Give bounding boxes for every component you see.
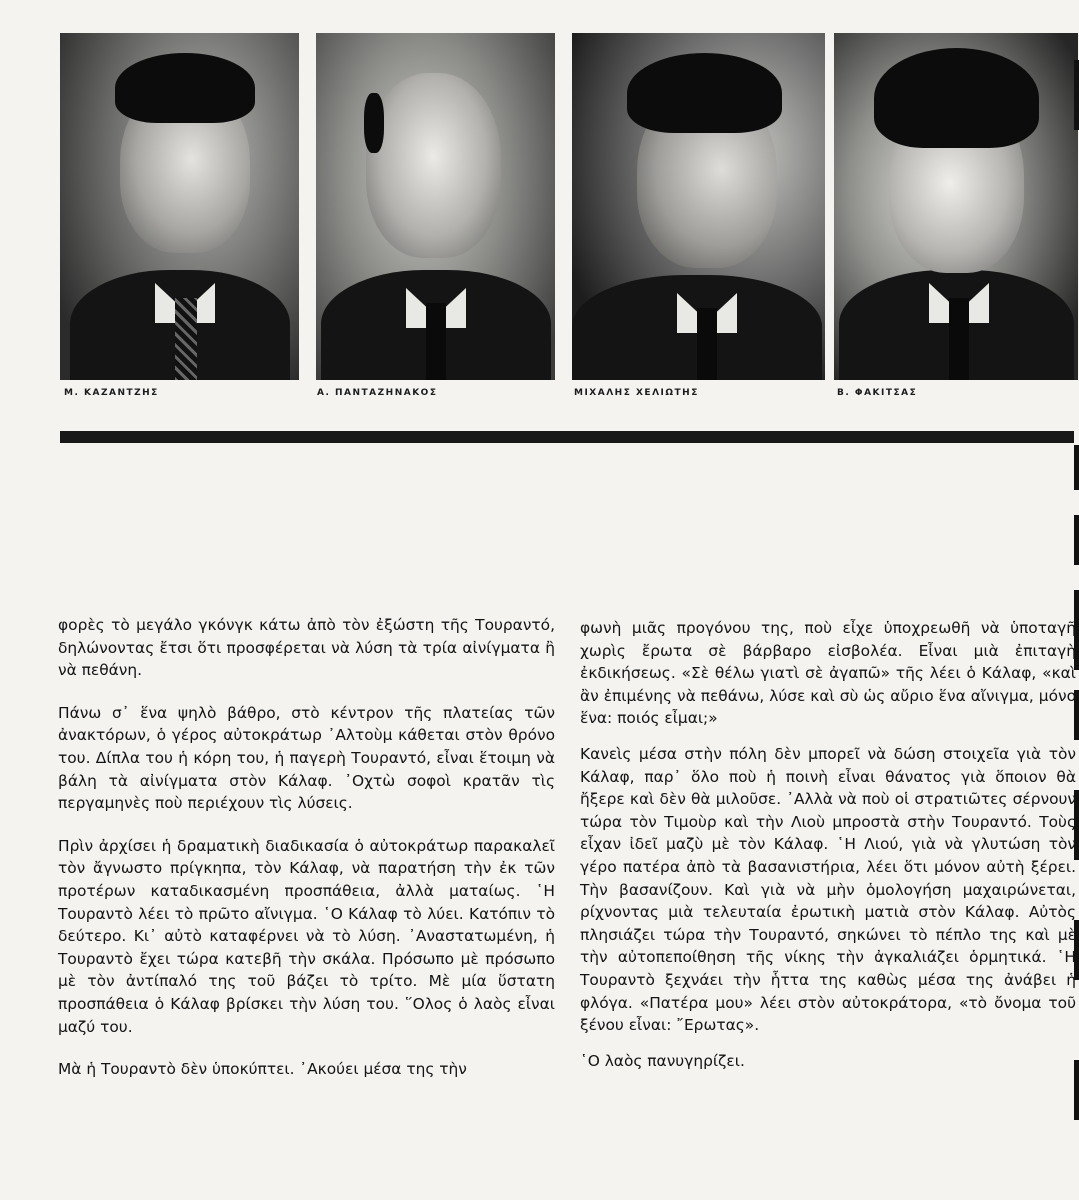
portrait-photo-3: [572, 33, 825, 380]
text-column-right: [580, 617, 1076, 1072]
scan-edge-mark: [1074, 60, 1079, 130]
hair-shape: [627, 53, 782, 133]
text-column-left: [58, 614, 555, 1081]
portrait-photo-2: [316, 33, 555, 380]
paragraph: φορὲς τὸ μεγάλο γκόνγκ κάτω ἀπὸ τὸν ἐξώστη τῆς Τουραντό, δηλώνοντας ἔτσι ὅτι προσφέρεται νὰ λύση τὰ τρία αἰνίγματα ἢ νὰ πεθάνη.: [58, 616, 555, 680]
photo-caption-4: Β. ΦΑΚΙΤΣΑΣ: [837, 388, 918, 398]
scan-edge-mark: [1074, 445, 1079, 490]
face-shape: [366, 73, 501, 258]
portrait-photo-4: [834, 33, 1078, 380]
tie-shape: [175, 298, 197, 380]
tie-shape: [697, 308, 717, 380]
photo-caption-3: ΜΙΧΑΛΗΣ ΧΕΛΙΩΤΗΣ: [574, 388, 699, 398]
photo-caption-2: Α. ΠΑΝΤΑΖΗΝΑΚΟΣ: [317, 388, 438, 398]
hair-shape: [364, 93, 384, 153]
scan-edge-mark: [1074, 515, 1079, 565]
hair-shape: [874, 48, 1039, 148]
paragraph: Πάνω σ᾽ ἕνα ψηλὸ βάθρο, στὸ κέντρον τῆς πλατείας τῶν ἀνακτόρων, ὁ γέρος αὐτοκράτωρ ᾿Αλτοὺμ κάθεται στὸν θρόνο του. Δίπλα του ἡ κόρη του, ἡ παγερὴ Τουραντό, εἶναι ἕτοιμη νὰ βάλη τὰ αἰνίγματα στὸν Κάλαφ. ᾿Οχτὼ σοφοὶ κρατᾶν τὶς περγαμηνὲς ποὺ περιέχουν τὶς λύσεις.: [58, 703, 555, 813]
photo-caption-1: Μ. ΚΑΖΑΝΤΖΗΣ: [64, 388, 159, 398]
tie-shape: [949, 298, 969, 380]
paragraph: Πρὶν ἀρχίσει ἡ δραματικὴ διαδικασία ὁ αὐτοκράτωρ παρακαλεῖ τὸν ἄγνωστο πρίγκηπα, τὸν Κάλαφ, νὰ παρατήση τὴν ἐκ τῶν προτέρων καταδικασμένη προσπάθεια, ἀλλὰ ματαίως. ῾Η Τουραντὸ λέει τὸ πρῶτο αἴνιγμα. ῾Ο Κάλαφ τὸ λύει. Κατόπιν τὸ δεύτερο. Κι᾽ αὐτὸ καταφέρνει νὰ τὸ λύση. ᾿Αναστατωμένη, ἡ Τουραντὸ ἔχει τώρα κατεβῆ τὴν σκάλα. Πρόσωπο μὲ πρόσωπο μὲ τὸν ἀντίπαλό της τοῦ βάζει τὸ τρίτο. Μὲ μία ὕστατη προσπάθεια ὁ Κάλαφ βρίσκει τὴν λύση του. ῞Ολος ὁ λαὸς εἶναι μαζύ του.: [58, 836, 555, 1036]
tie-shape: [426, 303, 446, 380]
hair-shape: [115, 53, 255, 123]
portrait-photo-1: [60, 33, 299, 380]
horizontal-rule: [60, 431, 1074, 443]
paragraph: ῾Ο λαὸς πανυγηρίζει.: [580, 1051, 745, 1070]
paragraph: Κανεὶς μέσα στὴν πόλη δὲν μπορεῖ νὰ δώση στοιχεῖα γιὰ τὸν Κάλαφ, παρ᾽ ὅλο ποὺ ἡ ποινὴ εἶναι θάνατος γιὰ ὅποιον θὰ ἤξερε καὶ δὲν θὰ μιλοῦσε. ᾿Αλλὰ νὰ ποὺ οἱ στρατιῶτες σέρνουν τώρα τὸν Τιμοὺρ καὶ τὴν Λιοὺ μπροστὰ στὴν Τουραντό. Τοὺς εἶχαν ἰδεῖ μαζὺ μὲ τὸν Κάλαφ. ῾Η Λιού, γιὰ νὰ γλυτώση τὸν γέρο πατέρα ἀπὸ τὰ βασανιστήρια, λέει ὅτι μόνον αὐτὴ ξέρει. Τὴν βασανίζουν. Καὶ γιὰ νὰ μὴν ὁμολογήση μαχαιρώνεται, ρίχνοντας μιὰ τελευταία ἐρωτικὴ ματιὰ στὸν Κάλαφ. Αὐτὸς πλησιάζει τώρα τὴν Τουραντό, σηκώνει τὸ πέπλο της καὶ μὲ τὴν αὐτοπεποίθηση τῆς νίκης τὴν ἀγκαλιάζει ὁρμητικά. ῾Η Τουραντὸ ξεχνάει τὴν ἧττα της καθὼς μέσα της ἀνάβει ἡ φλόγα. «Πατέρα μου» λέει στὸν αὐτοκράτορα, «τὸ ὄνομα τοῦ ξένου εἶναι: ῎Ερωτας».: [580, 744, 1076, 1035]
paragraph: Μὰ ἡ Τουραντὸ δὲν ὑποκύπτει. ᾿Ακούει μέσα της τὴν: [58, 1060, 467, 1079]
paragraph: φωνὴ μιᾶς προγόνου της, ποὺ εἶχε ὑποχρεωθῆ νὰ ὑποταγῆ χωρὶς ἔρωτα σὲ βάρβαρο εἰσβολέα. Εἶναι μιὰ ἐπιταγὴ ἐκδικήσεως. «Σὲ θέλω γιατὶ σὲ ἀγαπῶ» τῆς λέει ὁ Κάλαφ, «καὶ ἂν ἐπιμένης νὰ πεθάνω, λύσε καὶ σὺ ὡς αὔριο ἕνα αἴνιγμα, μόνο ἕνα: ποιός εἶμαι;»: [580, 619, 1076, 728]
